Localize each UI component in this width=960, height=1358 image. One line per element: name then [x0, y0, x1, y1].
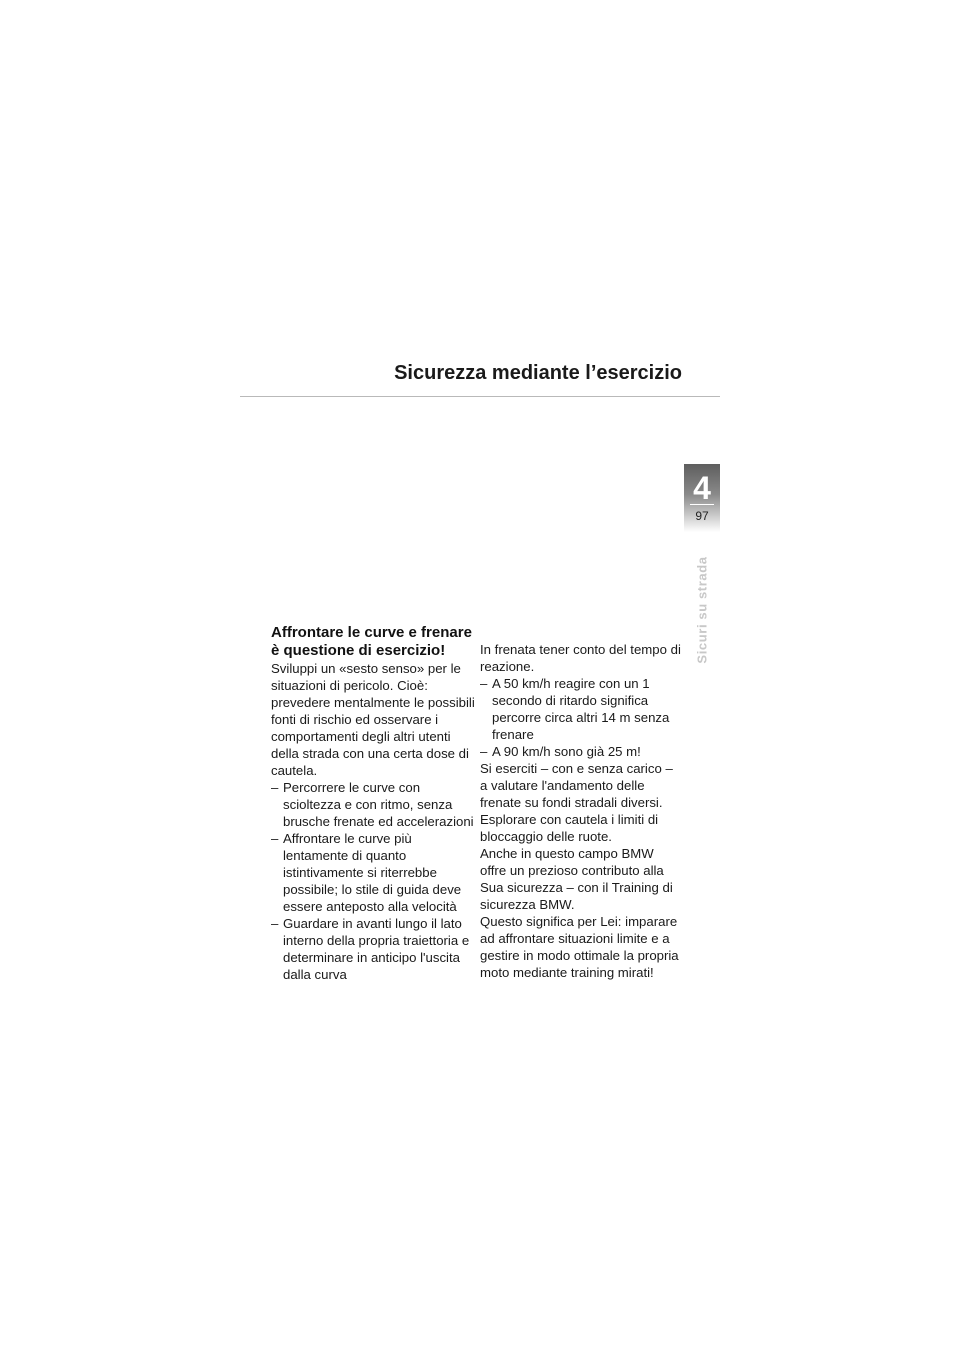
- cornering-tips-list: [271, 779, 479, 983]
- list-item: – A 90 km/h sono già 25 m!: [480, 743, 682, 760]
- braking-intro: In frenata tener conto del tempo di reazione.: [480, 642, 681, 674]
- closing-paragraph: Questo significa per Lei: imparare ad affrontare situazioni limite e a gestire in modo ottimale la propria moto mediante training mirati!: [480, 914, 679, 980]
- practice-paragraph: Si eserciti – con e senza carico – a valutare l'andamento delle frenate su fondi stradali diversi. Esplorare con cautela i limiti di bloccaggio delle ruote.: [480, 761, 673, 844]
- section-side-label: Sicuri su strada: [694, 556, 710, 664]
- right-column: [480, 641, 682, 981]
- header-divider: [240, 396, 720, 397]
- page-number: 97: [695, 509, 709, 523]
- chapter-tab-divider: [690, 504, 714, 505]
- section-title: Affrontare le curve e frenare è questione di esercizio!: [271, 624, 472, 659]
- list-item: – Percorrere le curve con scioltezza e con ritmo, senza brusche frenate ed accelerazioni: [271, 779, 479, 830]
- bmw-training-paragraph: Anche in questo campo BMW offre un prezioso contributo alla Sua sicurezza – con il Training di sicurezza BMW.: [480, 846, 673, 912]
- list-item: – A 50 km/h reagire con un 1 secondo di ritardo significa percorre circa altri 14 m senza frenare: [480, 675, 682, 743]
- list-item: – Affrontare le curve più lentamente di quanto istintivamente si riterrebbe possibile; lo stile di guida deve essere anteposto alla velocità: [271, 830, 479, 915]
- intro-paragraph: Sviluppi un «sesto senso» per le situazioni di pericolo. Cioè: prevedere mentalmente le possibili fonti di rischio ed osservare i comportamenti degli altri utenti della strada con una certa dose di cautela.: [271, 661, 475, 778]
- list-item: – Guardare in avanti lungo il lato interno della propria traiettoria e determinare in anticipo l'uscita dalla curva: [271, 915, 479, 983]
- page-title: Sicurezza mediante l’esercizio: [394, 362, 682, 384]
- braking-tips-list: [480, 675, 682, 760]
- chapter-number: 4: [693, 470, 711, 506]
- left-column: [271, 624, 479, 983]
